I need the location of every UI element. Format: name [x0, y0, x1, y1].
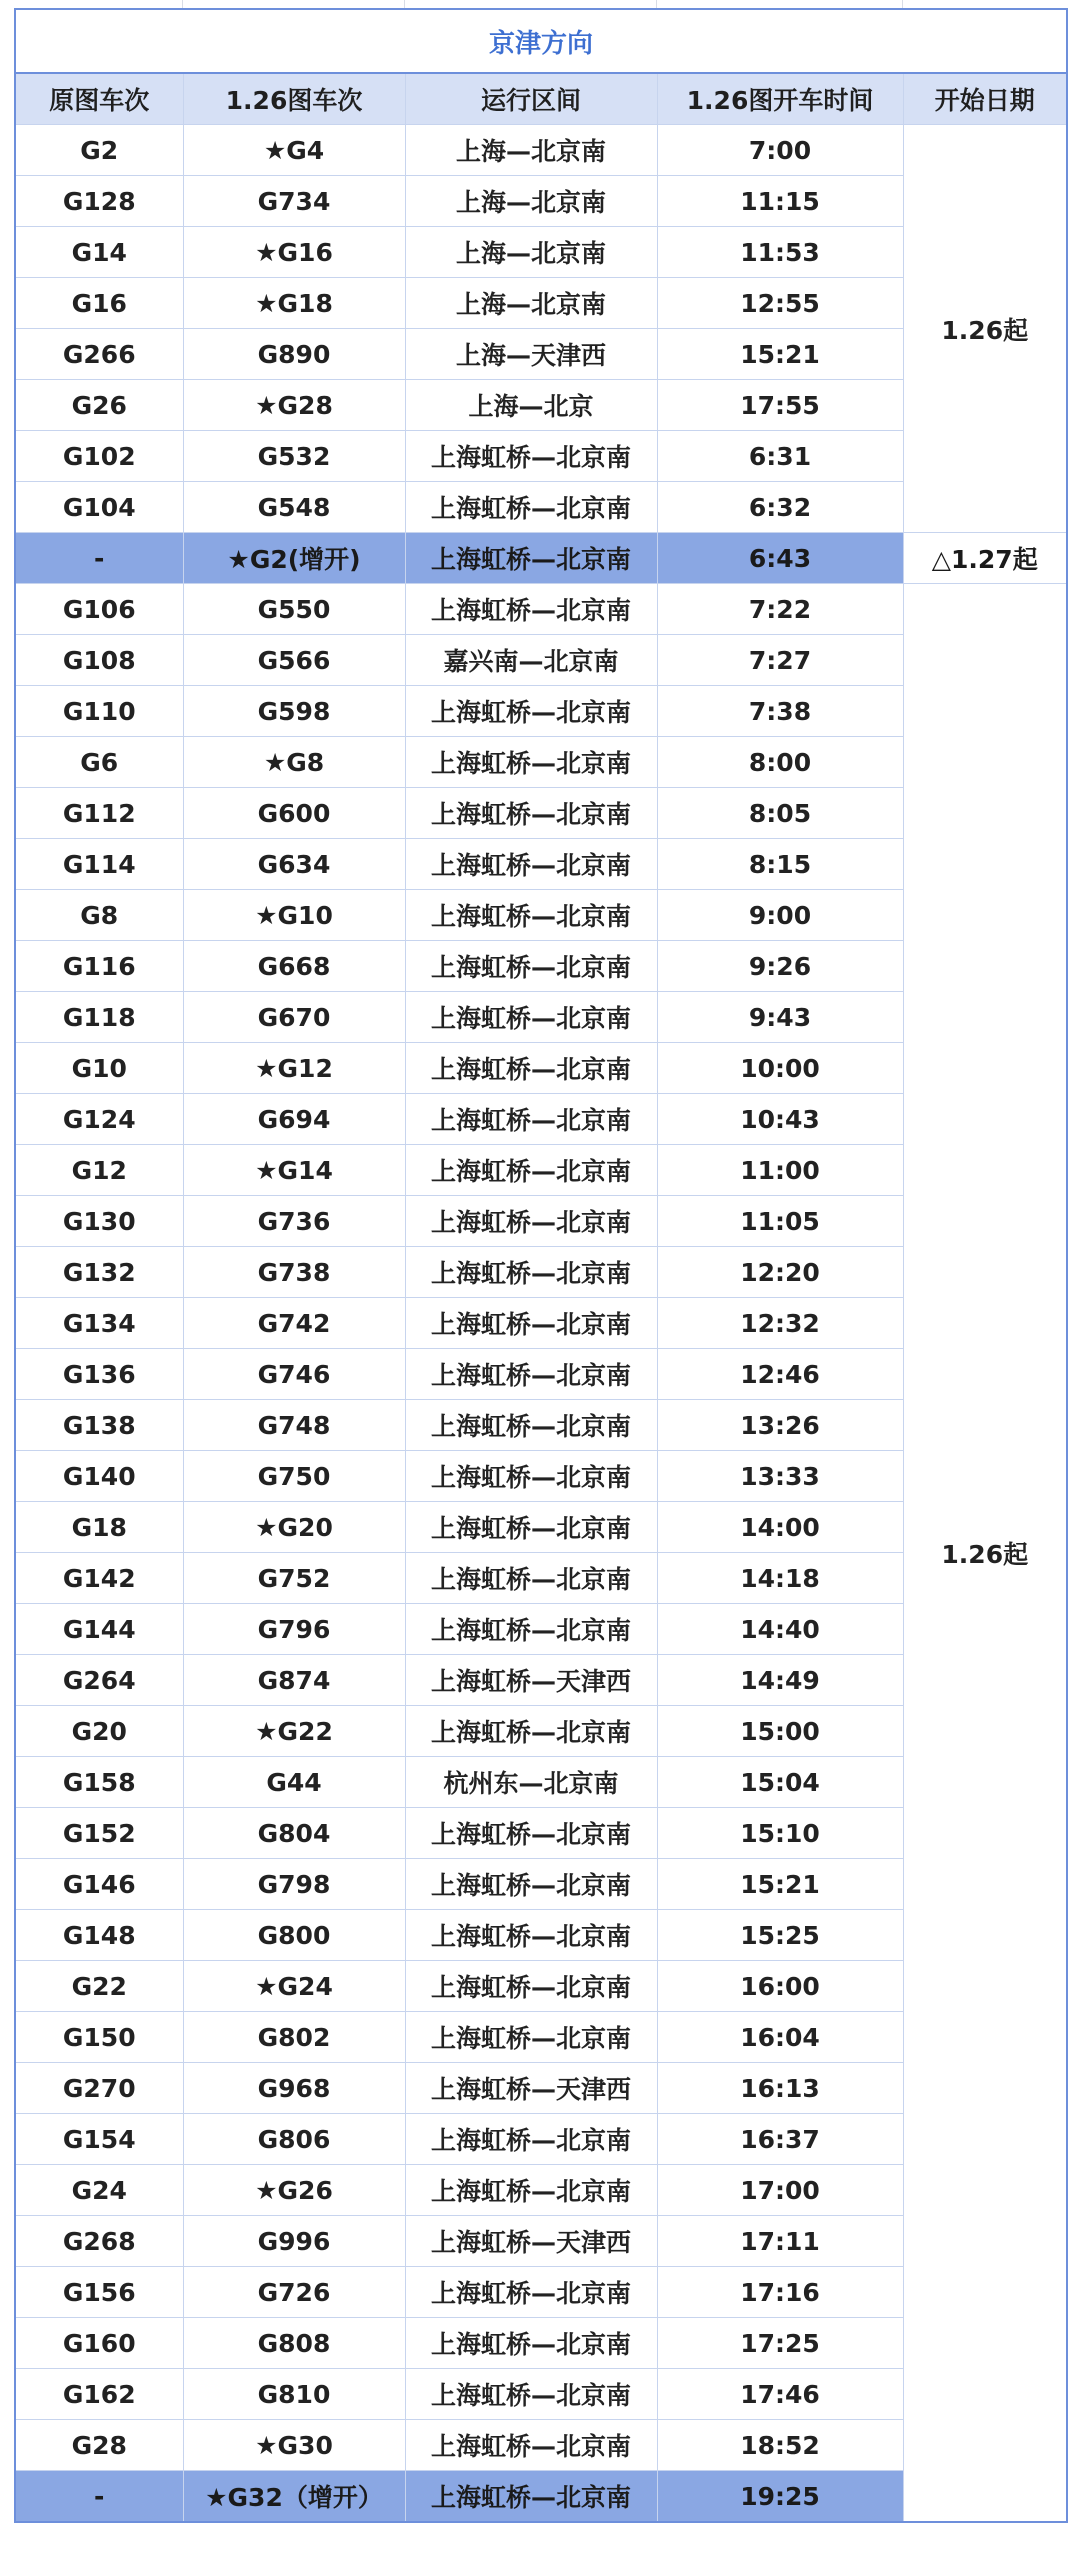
route-cell: 上海虹桥—北京南	[405, 2267, 657, 2318]
original-train-cell: G158	[15, 1757, 183, 1808]
new-train-cell: G670	[183, 992, 405, 1043]
route-cell: 上海虹桥—北京南	[405, 1859, 657, 1910]
new-train-cell: G752	[183, 1553, 405, 1604]
table-body	[15, 125, 1067, 2523]
route-cell: 上海虹桥—北京南	[405, 941, 657, 992]
route-cell: 上海虹桥—北京南	[405, 1043, 657, 1094]
route-cell: 上海虹桥—北京南	[405, 1910, 657, 1961]
new-train-cell: G598	[183, 686, 405, 737]
route-cell: 上海虹桥—北京南	[405, 2165, 657, 2216]
departure-time-cell: 11:05	[657, 1196, 903, 1247]
route-cell: 上海—北京	[405, 380, 657, 431]
new-train-cell: G750	[183, 1451, 405, 1502]
route-cell: 上海—北京南	[405, 125, 657, 176]
route-cell: 上海虹桥—北京南	[405, 1145, 657, 1196]
new-train-cell: ★G18	[183, 278, 405, 329]
departure-time-cell: 17:25	[657, 2318, 903, 2369]
original-train-cell: G134	[15, 1298, 183, 1349]
departure-time-cell: 11:53	[657, 227, 903, 278]
original-train-cell: G162	[15, 2369, 183, 2420]
departure-time-cell: 16:00	[657, 1961, 903, 2012]
original-train-cell: G18	[15, 1502, 183, 1553]
new-train-cell: ★G20	[183, 1502, 405, 1553]
new-train-cell: G874	[183, 1655, 405, 1706]
new-train-cell: G810	[183, 2369, 405, 2420]
route-cell: 上海虹桥—北京南	[405, 482, 657, 533]
original-train-cell: G132	[15, 1247, 183, 1298]
timetable	[14, 8, 1068, 2523]
departure-time-cell: 15:21	[657, 329, 903, 380]
original-train-cell: G2	[15, 125, 183, 176]
original-train-cell: G14	[15, 227, 183, 278]
route-cell: 嘉兴南—北京南	[405, 635, 657, 686]
new-train-cell: G668	[183, 941, 405, 992]
new-train-cell: G996	[183, 2216, 405, 2267]
original-train-cell: -	[15, 533, 183, 584]
route-cell: 上海虹桥—北京南	[405, 2471, 657, 2523]
departure-time-cell: 6:32	[657, 482, 903, 533]
new-train-cell: G44	[183, 1757, 405, 1808]
route-cell: 上海虹桥—北京南	[405, 431, 657, 482]
route-cell: 上海虹桥—北京南	[405, 737, 657, 788]
departure-time-cell: 12:46	[657, 1349, 903, 1400]
new-train-cell: G748	[183, 1400, 405, 1451]
departure-time-cell: 8:05	[657, 788, 903, 839]
departure-time-cell: 14:40	[657, 1604, 903, 1655]
header-departure-time: 1.26图开车时间	[657, 73, 903, 125]
new-train-cell: G548	[183, 482, 405, 533]
departure-time-cell: 7:22	[657, 584, 903, 635]
departure-time-cell: 6:43	[657, 533, 903, 584]
departure-time-cell: 13:33	[657, 1451, 903, 1502]
original-train-cell: G136	[15, 1349, 183, 1400]
new-train-cell: G798	[183, 1859, 405, 1910]
original-train-cell: G130	[15, 1196, 183, 1247]
new-train-cell: G742	[183, 1298, 405, 1349]
new-train-cell: G968	[183, 2063, 405, 2114]
new-train-cell: ★G24	[183, 1961, 405, 2012]
original-train-cell: G26	[15, 380, 183, 431]
start-date-cell: 1.26起	[903, 125, 1067, 533]
original-train-cell: G22	[15, 1961, 183, 2012]
start-date-cell-highlight: △1.27起	[903, 533, 1067, 584]
route-cell: 上海虹桥—北京南	[405, 533, 657, 584]
departure-time-cell: 16:04	[657, 2012, 903, 2063]
departure-time-cell: 15:25	[657, 1910, 903, 1961]
new-train-cell: G726	[183, 2267, 405, 2318]
route-cell: 上海虹桥—天津西	[405, 2063, 657, 2114]
departure-time-cell: 14:18	[657, 1553, 903, 1604]
new-train-cell: ★G16	[183, 227, 405, 278]
route-cell: 上海虹桥—北京南	[405, 2420, 657, 2471]
new-train-cell: ★G26	[183, 2165, 405, 2216]
route-cell: 上海虹桥—北京南	[405, 2012, 657, 2063]
departure-time-cell: 16:13	[657, 2063, 903, 2114]
original-train-cell: G140	[15, 1451, 183, 1502]
new-train-cell: G890	[183, 329, 405, 380]
original-train-cell: G264	[15, 1655, 183, 1706]
original-train-cell: G148	[15, 1910, 183, 1961]
departure-time-cell: 7:38	[657, 686, 903, 737]
new-train-cell: ★G30	[183, 2420, 405, 2471]
table-title: 京津方向	[15, 9, 1067, 73]
original-train-cell: G138	[15, 1400, 183, 1451]
route-cell: 上海虹桥—北京南	[405, 1400, 657, 1451]
new-train-cell: G694	[183, 1094, 405, 1145]
route-cell: 上海虹桥—北京南	[405, 1094, 657, 1145]
original-train-cell: G6	[15, 737, 183, 788]
route-cell: 上海虹桥—北京南	[405, 2114, 657, 2165]
new-train-cell: G746	[183, 1349, 405, 1400]
departure-time-cell: 17:00	[657, 2165, 903, 2216]
original-train-cell: G114	[15, 839, 183, 890]
route-cell: 上海虹桥—北京南	[405, 839, 657, 890]
original-train-cell: G146	[15, 1859, 183, 1910]
route-cell: 上海虹桥—北京南	[405, 1604, 657, 1655]
departure-time-cell: 12:20	[657, 1247, 903, 1298]
original-train-cell: G106	[15, 584, 183, 635]
new-train-cell: G802	[183, 2012, 405, 2063]
route-cell: 上海虹桥—北京南	[405, 1196, 657, 1247]
new-train-cell: G600	[183, 788, 405, 839]
route-cell: 上海虹桥—北京南	[405, 1553, 657, 1604]
departure-time-cell: 17:55	[657, 380, 903, 431]
original-train-cell: G104	[15, 482, 183, 533]
route-cell: 上海—天津西	[405, 329, 657, 380]
departure-time-cell: 7:00	[657, 125, 903, 176]
new-train-cell: G734	[183, 176, 405, 227]
original-train-cell: G144	[15, 1604, 183, 1655]
original-train-cell: G16	[15, 278, 183, 329]
spreadsheet-view	[14, 0, 1066, 2548]
original-train-cell: G124	[15, 1094, 183, 1145]
table-row	[15, 533, 1067, 584]
original-train-cell: -	[15, 2471, 183, 2523]
new-train-cell: G532	[183, 431, 405, 482]
original-train-cell: G156	[15, 2267, 183, 2318]
new-train-cell: ★G28	[183, 380, 405, 431]
route-cell: 上海虹桥—北京南	[405, 1298, 657, 1349]
departure-time-cell: 11:00	[657, 1145, 903, 1196]
new-train-cell: G800	[183, 1910, 405, 1961]
route-cell: 上海虹桥—北京南	[405, 1349, 657, 1400]
new-train-cell: G804	[183, 1808, 405, 1859]
original-train-cell: G28	[15, 2420, 183, 2471]
original-train-cell: G150	[15, 2012, 183, 2063]
new-train-cell: G550	[183, 584, 405, 635]
route-cell: 上海虹桥—北京南	[405, 2318, 657, 2369]
departure-time-cell: 8:15	[657, 839, 903, 890]
table-row	[15, 584, 1067, 635]
original-train-cell: G268	[15, 2216, 183, 2267]
start-date-cell: 1.26起	[903, 584, 1067, 2523]
header-route: 运行区间	[405, 73, 657, 125]
new-train-cell: ★G14	[183, 1145, 405, 1196]
new-train-cell: G796	[183, 1604, 405, 1655]
original-train-cell: G142	[15, 1553, 183, 1604]
departure-time-cell: 6:31	[657, 431, 903, 482]
new-train-cell: G806	[183, 2114, 405, 2165]
departure-time-cell: 15:00	[657, 1706, 903, 1757]
route-cell: 上海虹桥—北京南	[405, 686, 657, 737]
new-train-cell: G566	[183, 635, 405, 686]
header-start-date: 开始日期	[903, 73, 1067, 125]
new-train-cell: ★G22	[183, 1706, 405, 1757]
route-cell: 上海—北京南	[405, 278, 657, 329]
header-original-train: 原图车次	[15, 73, 183, 125]
route-cell: 上海虹桥—北京南	[405, 1961, 657, 2012]
departure-time-cell: 9:26	[657, 941, 903, 992]
departure-time-cell: 15:10	[657, 1808, 903, 1859]
route-cell: 上海虹桥—北京南	[405, 1451, 657, 1502]
route-cell: 上海虹桥—北京南	[405, 584, 657, 635]
departure-time-cell: 8:00	[657, 737, 903, 788]
new-train-cell: ★G4	[183, 125, 405, 176]
departure-time-cell: 10:43	[657, 1094, 903, 1145]
header-new-train: 1.26图车次	[183, 73, 405, 125]
departure-time-cell: 14:00	[657, 1502, 903, 1553]
route-cell: 上海虹桥—北京南	[405, 2369, 657, 2420]
original-train-cell: G20	[15, 1706, 183, 1757]
route-cell: 上海—北京南	[405, 176, 657, 227]
departure-time-cell: 17:46	[657, 2369, 903, 2420]
original-train-cell: G8	[15, 890, 183, 941]
route-cell: 上海—北京南	[405, 227, 657, 278]
original-train-cell: G118	[15, 992, 183, 1043]
route-cell: 上海虹桥—天津西	[405, 2216, 657, 2267]
table-row	[15, 125, 1067, 176]
route-cell: 上海虹桥—北京南	[405, 1808, 657, 1859]
original-train-cell: G108	[15, 635, 183, 686]
new-train-cell: ★G2(增开)	[183, 533, 405, 584]
new-train-cell: G808	[183, 2318, 405, 2369]
route-cell: 上海虹桥—北京南	[405, 1706, 657, 1757]
departure-time-cell: 18:52	[657, 2420, 903, 2471]
original-train-cell: G128	[15, 176, 183, 227]
original-train-cell: G102	[15, 431, 183, 482]
departure-time-cell: 9:43	[657, 992, 903, 1043]
departure-time-cell: 15:21	[657, 1859, 903, 1910]
original-train-cell: G12	[15, 1145, 183, 1196]
new-train-cell: ★G8	[183, 737, 405, 788]
departure-time-cell: 14:49	[657, 1655, 903, 1706]
original-train-cell: G154	[15, 2114, 183, 2165]
departure-time-cell: 19:25	[657, 2471, 903, 2523]
route-cell: 上海虹桥—北京南	[405, 1247, 657, 1298]
departure-time-cell: 9:00	[657, 890, 903, 941]
route-cell: 上海虹桥—北京南	[405, 992, 657, 1043]
route-cell: 上海虹桥—北京南	[405, 788, 657, 839]
original-train-cell: G112	[15, 788, 183, 839]
departure-time-cell: 10:00	[657, 1043, 903, 1094]
original-train-cell: G266	[15, 329, 183, 380]
new-train-cell: ★G12	[183, 1043, 405, 1094]
new-train-cell: G634	[183, 839, 405, 890]
departure-time-cell: 13:26	[657, 1400, 903, 1451]
departure-time-cell: 15:04	[657, 1757, 903, 1808]
route-cell: 上海虹桥—天津西	[405, 1655, 657, 1706]
original-train-cell: G160	[15, 2318, 183, 2369]
departure-time-cell: 16:37	[657, 2114, 903, 2165]
route-cell: 上海虹桥—北京南	[405, 890, 657, 941]
route-cell: 杭州东—北京南	[405, 1757, 657, 1808]
new-train-cell: ★G10	[183, 890, 405, 941]
new-train-cell: G738	[183, 1247, 405, 1298]
new-train-cell: ★G32（增开）	[183, 2471, 405, 2523]
original-train-cell: G10	[15, 1043, 183, 1094]
original-train-cell: G110	[15, 686, 183, 737]
departure-time-cell: 12:55	[657, 278, 903, 329]
new-train-cell: G736	[183, 1196, 405, 1247]
departure-time-cell: 17:11	[657, 2216, 903, 2267]
spreadsheet-column-strip	[14, 0, 1066, 8]
departure-time-cell: 12:32	[657, 1298, 903, 1349]
departure-time-cell: 7:27	[657, 635, 903, 686]
route-cell: 上海虹桥—北京南	[405, 1502, 657, 1553]
original-train-cell: G24	[15, 2165, 183, 2216]
departure-time-cell: 11:15	[657, 176, 903, 227]
departure-time-cell: 17:16	[657, 2267, 903, 2318]
original-train-cell: G152	[15, 1808, 183, 1859]
original-train-cell: G116	[15, 941, 183, 992]
original-train-cell: G270	[15, 2063, 183, 2114]
